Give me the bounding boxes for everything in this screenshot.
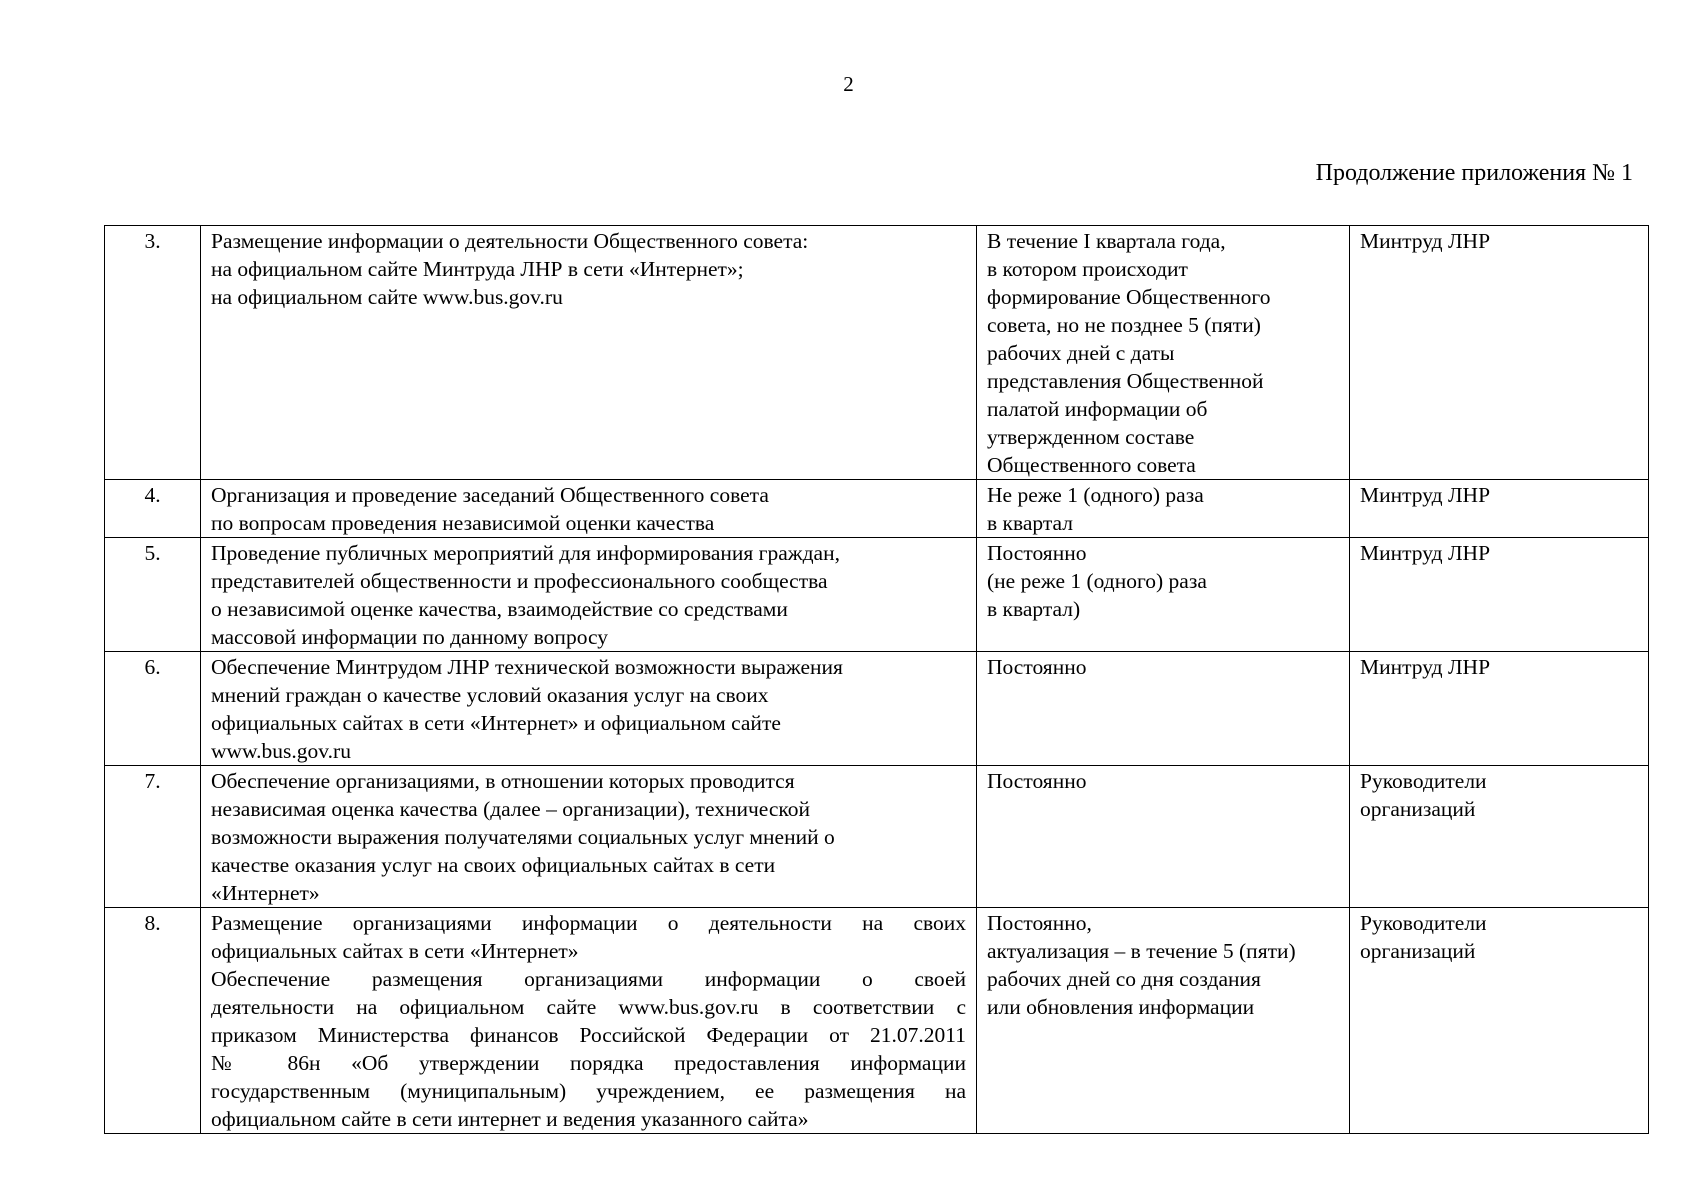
row-number: 5.	[105, 538, 201, 652]
responsible: Минтруд ЛНР	[1350, 652, 1649, 766]
table-row	[105, 480, 1649, 538]
row-number: 8.	[105, 908, 201, 1134]
responsible: Руководители организаций	[1350, 908, 1649, 1134]
activity-description: Проведение публичных мероприятий для информирования граждан, представителей общественности и профессионального сообщества о независимой оценке качества, взаимодействие со средствами массовой информации по данному вопросу	[201, 538, 977, 652]
deadline: Постоянно	[977, 766, 1350, 908]
table-row	[105, 652, 1649, 766]
activity-description: Размещение информации о деятельности Общественного совета: на официальном сайте Минтруда ЛНР в сети «Интернет»; на официальном сайте www.bus.gov.ru	[201, 226, 977, 480]
responsible: Минтруд ЛНР	[1350, 226, 1649, 480]
activity-description: Обеспечение организациями, в отношении которых проводится независимая оценка качества (далее – организации), технической возможности выражения получателями социальных услуг мнений о качестве оказания услуг на своих официальных сайтах в сети «Интернет»	[201, 766, 977, 908]
row-number: 3.	[105, 226, 201, 480]
responsible: Минтруд ЛНР	[1350, 538, 1649, 652]
table-row	[105, 538, 1649, 652]
row-number: 7.	[105, 766, 201, 908]
page-number: 2	[843, 72, 854, 96]
deadline: Постоянно (не реже 1 (одного) раза в квартал)	[977, 538, 1350, 652]
deadline: В течение I квартала года, в котором происходит формирование Общественного совета, но не позднее 5 (пяти) рабочих дней с даты представления Общественной палатой информации об утвержденном составе Общественного совета	[977, 226, 1350, 480]
deadline: Не реже 1 (одного) раза в квартал	[977, 480, 1350, 538]
appendix-heading: Продолжение приложения № 1	[1315, 160, 1633, 186]
table-row	[105, 766, 1649, 908]
row-number: 4.	[105, 480, 201, 538]
activity-description: Обеспечение Минтрудом ЛНР технической возможности выражения мнений граждан о качестве условий оказания услуг на своих официальных сайтах в сети «Интернет» и официальном сайте www.bus.gov.ru	[201, 652, 977, 766]
responsible: Минтруд ЛНР	[1350, 480, 1649, 538]
responsible: Руководители организаций	[1350, 766, 1649, 908]
table-row	[105, 908, 1649, 1134]
deadline: Постоянно, актуализация – в течение 5 (пяти) рабочих дней со дня создания или обновления информации	[977, 908, 1350, 1134]
activity-description: Размещение организациями информации о деятельности на своих официальных сайтах в сети «Интернет» Обеспечение размещения организациями информации о своей деятельности на официальном сайте www.bus.gov.ru в соответствии с приказом Министерства финансов Российской Федерации от 21.07.2011 № 86н «Об утверждении порядка предоставления информации государственным (муниципальным) учреждением, ее размещения на официальном сайте в сети интернет и ведения указанного сайта»	[201, 908, 977, 1134]
activity-description: Организация и проведение заседаний Общественного совета по вопросам проведения независимой оценки качества	[201, 480, 977, 538]
activity-plan-table	[104, 225, 1649, 1134]
row-number: 6.	[105, 652, 201, 766]
deadline: Постоянно	[977, 652, 1350, 766]
table-row	[105, 226, 1649, 480]
